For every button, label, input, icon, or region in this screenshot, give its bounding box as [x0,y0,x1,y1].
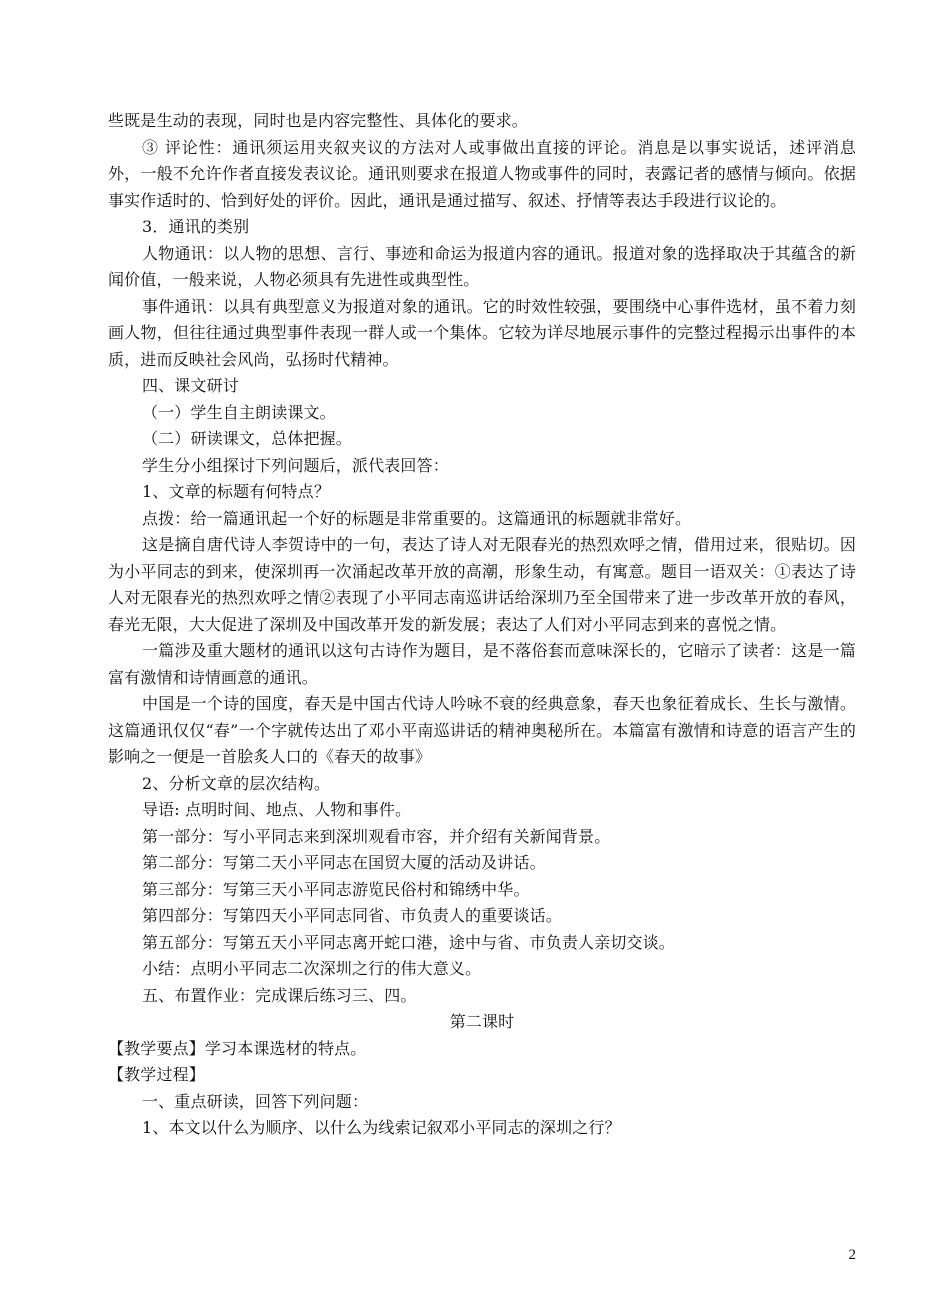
document-body [108,108,856,1142]
paragraph: 小结：点明小平同志二次深圳之行的伟大意义。 [142,959,482,978]
paragraph: 第五部分：写第五天小平同志离开蛇口港，途中与省、市负责人亲切交谈。 [142,932,675,952]
paragraph: （二）研读课文，总体把握。 [142,429,352,448]
section-heading: 第二课时 [449,1012,515,1031]
paragraph: 1、本文以什么为顺序、以什么为线索记叙邓小平同志的深圳之行？ [142,1118,621,1137]
paragraph: ③ 评论性：通讯须运用夹叙夹议的方法对人或事做出直接的评论。消息是以事实说话，述评消息外，一般不允许作者直接发表议论。通讯则要求在报道人物或事件的同时，表露记者的感情与倾向。依据事实作适时的、恰到好处的评价。因此，通讯是通过描写、叙述、抒情等表达手段进行议论的。 [108,137,856,210]
paragraph: 第四部分：写第四天小平同志同省、市负责人的重要谈话。 [142,906,562,925]
paragraph: 3．通讯的类别 [142,217,250,236]
paragraph: 第三部分：写第三天小平同志游览民俗村和锦绣中华。 [142,879,530,899]
paragraph: 第二部分：写第二天小平同志在国贸大厦的活动及讲话。 [142,853,546,872]
page-number: 2 [848,1247,856,1263]
paragraph: 导语: 点明时间、地点、人物和事件。 [142,800,412,819]
paragraph: 点拨：给一篇通讯起一个好的标题是非常重要的。这篇通讯的标题就非常好。 [142,508,692,528]
paragraph: 【教学过程】 [108,1065,205,1084]
paragraph: 人物通讯：以人物的思想、言行、事迹和命运为报道内容的通讯。报道对象的选择取决于其蕴含的新闻价值，一般来说，人物必须具有先进性或典型性。 [108,243,856,289]
paragraph: （一）学生自主朗读课文。 [142,402,336,422]
paragraph: 些既是生动的表现，同时也是内容完整性、具体化的要求。 [108,111,528,130]
paragraph: 这是摘自唐代诗人李贺诗中的一句，表达了诗人对无限春光的热烈欢呼之情，借用过来，很贴切。因为小平同志的到来，使深圳再一次涌起改革开放的高潮，形象生动，有寓意。题目一语双关：①表达了诗人对无限春光的热烈欢呼之情②表现了小平同志南巡讲话给深圳乃至全国带来了进一步改革开放的春风，春光无限，大大促进了深圳及中国改革开发的新发展；表达了人们对小平同志到来的喜悦之情。 [108,535,856,634]
paragraph: 学生分小组探讨下列问题后，派代表回答： [142,455,449,475]
paragraph: 中国是一个诗的国度，春天是中国古代诗人吟咏不衰的经典意象，春天也象征着成长、生长与激情。这篇通讯仅仅“春”一个字就传达出了邓小平南巡讲话的精神奥秘所在。本篇富有激情和诗意的语言产生的影响之一便是一首脍炙人口的《春天的故事》 [108,694,856,766]
paragraph: 第一部分：写小平同志来到深圳观看市容，并介绍有关新闻背景。 [142,826,611,846]
paragraph: 2、分析文章的层次结构。 [142,773,330,793]
paragraph: 五、布置作业：完成课后练习三、四。 [142,985,417,1005]
paragraph: 1、文章的标题有何特点？ [142,482,330,501]
paragraph: 事件通讯：以具有典型意义为报道对象的通讯。它的时效性较强，要围绕中心事件选材，虽不着力刻画人物，但往往通过典型事件表现一群人或一个集体。它较为详尽地展示事件的完整过程揭示出事件的本质，进而反映社会风尚，弘扬时代精神。 [108,296,856,369]
paragraph: 【教学要点】学习本课选材的特点。 [108,1038,367,1058]
paragraph: 四、课文研讨 [142,376,239,395]
paragraph: 一、重点研读，回答下列问题： [142,1091,369,1111]
paragraph: 一篇涉及重大题材的通讯以这句古诗作为题目，是不落俗套而意味深长的，它暗示了读者：这是一篇富有激情和诗情画意的通讯。 [108,641,856,687]
